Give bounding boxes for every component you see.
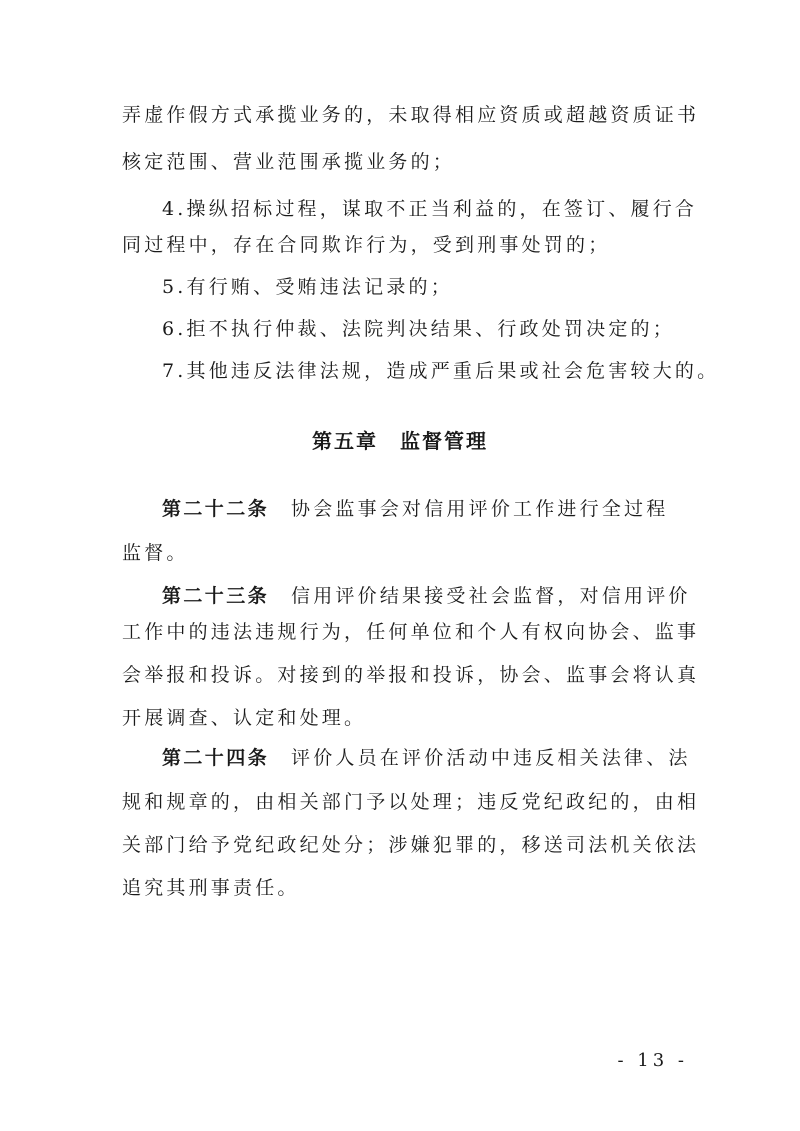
text-line: 同过程中，存在合同欺诈行为，受到刑事处罚的； <box>122 234 611 256</box>
article-23 <box>162 583 691 609</box>
text-line: 监督。 <box>122 542 189 564</box>
article-24 <box>162 745 691 771</box>
article-22 <box>162 496 668 522</box>
chapter-number: 第五章 <box>312 429 378 453</box>
text-line: 会举报和投诉。对接到的举报和投诉，协会、监事会将认真 <box>122 664 700 686</box>
text-line: 工作中的违法违规行为，任何单位和个人有权向协会、监事 <box>122 621 700 643</box>
text-line: 关部门给予党纪政纪处分；涉嫌犯罪的，移送司法机关依法 <box>122 834 700 856</box>
article-title: 第二十三条 <box>162 585 270 607</box>
article-text: 协会监事会对信用评价工作进行全过程 <box>291 498 669 520</box>
text-line: 核定范围、营业范围承揽业务的； <box>122 151 456 173</box>
text-line: 弄虚作假方式承揽业务的，未取得相应资质或超越资质证书 <box>122 104 700 126</box>
article-title: 第二十四条 <box>162 747 270 769</box>
article-title: 第二十二条 <box>162 498 270 520</box>
list-item-5: 5.有行贿、受贿违法记录的； <box>162 276 453 298</box>
text-line: 开展调查、认定和处理。 <box>122 707 367 729</box>
list-item-4: 4.操纵招标过程，谋取不正当利益的，在签订、履行合 <box>162 198 698 220</box>
text-line: 追究其刑事责任。 <box>122 877 300 899</box>
chapter-title: 监督管理 <box>400 429 488 453</box>
article-text: 评价人员在评价活动中违反相关法律、法 <box>291 747 691 769</box>
article-text: 信用评价结果接受社会监督，对信用评价 <box>291 585 691 607</box>
page-number: - 13 - <box>617 1050 688 1071</box>
list-item-6: 6.拒不执行仲裁、法院判决结果、行政处罚决定的； <box>162 318 675 340</box>
text-line: 规和规章的，由相关部门予以处理；违反党纪政纪的，由相 <box>122 791 700 813</box>
chapter-heading <box>0 428 800 454</box>
list-item-7: 7.其他违反法律法规，造成严重后果或社会危害较大的。 <box>162 360 720 382</box>
